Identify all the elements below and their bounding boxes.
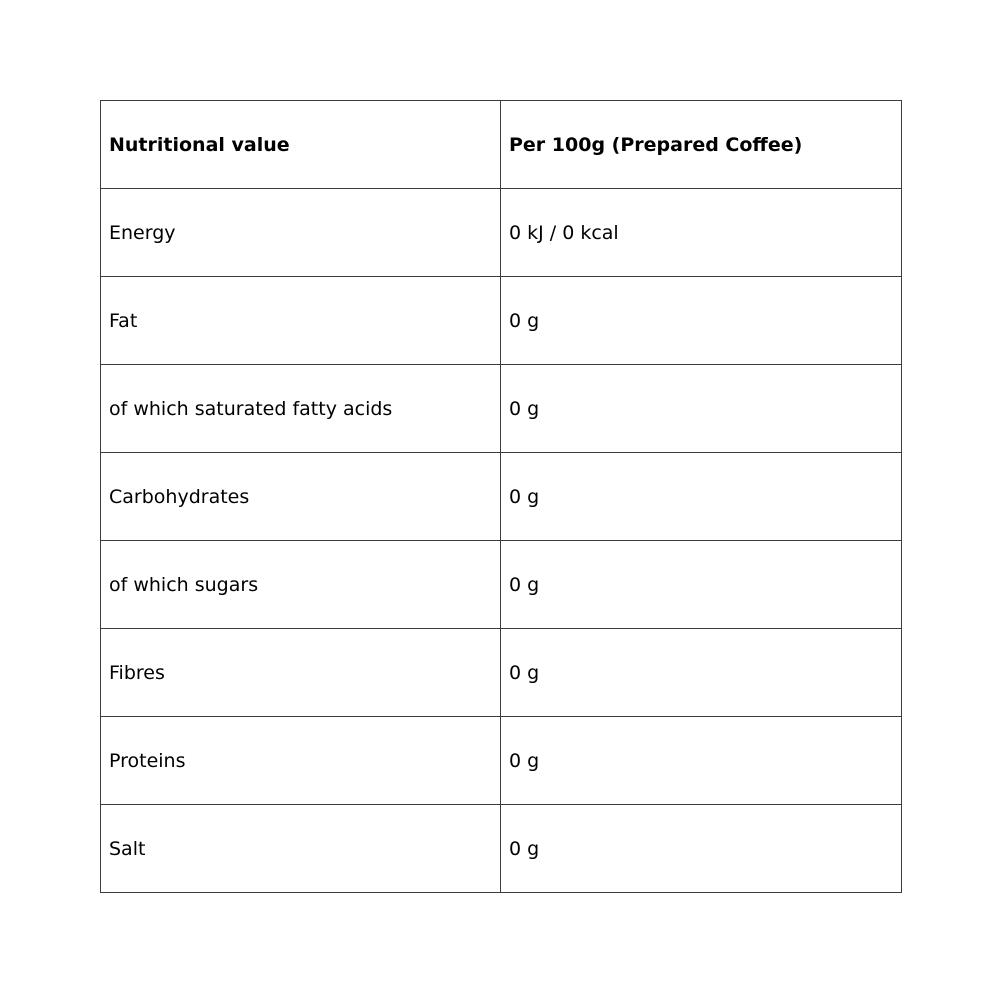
- nutrient-name: of which sugars: [101, 541, 501, 629]
- table-row: [101, 453, 902, 541]
- nutrient-amount: 0 g: [501, 277, 902, 365]
- table-row: [101, 277, 902, 365]
- nutrient-amount: 0 g: [501, 541, 902, 629]
- nutrient-amount: 0 g: [501, 805, 902, 893]
- nutrient-name: Carbohydrates: [101, 453, 501, 541]
- table-row: [101, 629, 902, 717]
- nutrient-name: Fat: [101, 277, 501, 365]
- nutrient-amount: 0 kJ / 0 kcal: [501, 189, 902, 277]
- header-amount: Per 100g (Prepared Coffee): [501, 101, 902, 189]
- nutrient-name: Fibres: [101, 629, 501, 717]
- nutrient-name: Energy: [101, 189, 501, 277]
- table-row: [101, 189, 902, 277]
- nutrient-name: Salt: [101, 805, 501, 893]
- table-row: [101, 717, 902, 805]
- nutrient-amount: 0 g: [501, 717, 902, 805]
- nutrient-amount: 0 g: [501, 453, 902, 541]
- nutrient-amount: 0 g: [501, 629, 902, 717]
- nutrient-name: of which saturated fatty acids: [101, 365, 501, 453]
- table-header-row: [101, 101, 902, 189]
- nutrition-table: [100, 100, 902, 893]
- header-nutrient: Nutritional value: [101, 101, 501, 189]
- nutrient-name: Proteins: [101, 717, 501, 805]
- nutrient-amount: 0 g: [501, 365, 902, 453]
- table-row: [101, 365, 902, 453]
- table-row: [101, 805, 902, 893]
- table-row: [101, 541, 902, 629]
